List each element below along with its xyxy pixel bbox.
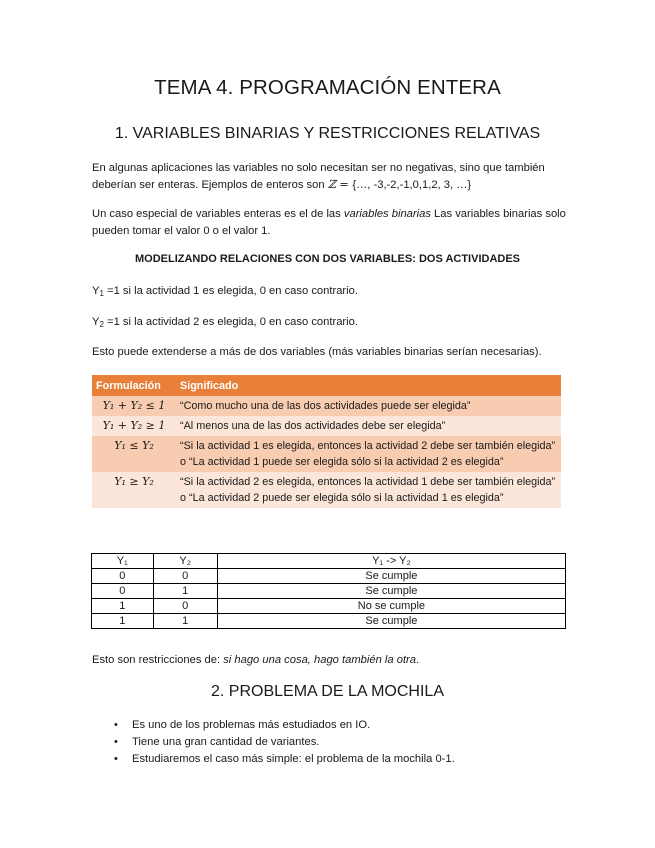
binary-emphasis: variables binarias [343, 208, 431, 220]
y2-text: =1 si la actividad 2 es elegida, 0 en caso contrario. [103, 316, 358, 328]
conclusion-text: Esto son restricciones de: [92, 654, 224, 666]
meaning-cell: “Al menos una de las dos actividades debe ser elegida” [176, 416, 561, 436]
truth-header-row [92, 554, 566, 569]
list-item-text: Estudiaremos el caso más simple: el problema de la mochila 0-1. [132, 753, 455, 765]
header-formulacion: Formulación [92, 375, 176, 396]
modeling-subheading: MODELIZANDO RELACIONES CON DOS VARIABLES: DOS ACTIVIDADES [134, 253, 521, 265]
formulation-row [92, 416, 561, 436]
truth-cell: Se cumple [217, 569, 565, 584]
truth-cell: 0 [153, 569, 217, 584]
truth-cell: Se cumple [217, 614, 565, 629]
truth-row [92, 599, 566, 614]
bullet-list [114, 717, 455, 768]
truth-row [92, 614, 566, 629]
formula-cell: Y₁ + Y₂ ≤ 1 [92, 396, 176, 416]
intro-paragraph [92, 160, 572, 193]
formulation-header-row [92, 375, 561, 396]
bullet-icon: • [114, 719, 118, 731]
truth-row [92, 569, 566, 584]
truth-cell: 1 [153, 614, 217, 629]
intro-text: En algunas aplicaciones las variables no solo necesitan ser no negativas, sino que también deberían ser enteras. Ejemplos de enteros son [92, 162, 545, 191]
y1-text: =1 si la actividad 1 es elegida, 0 en caso contrario. [103, 285, 358, 297]
conclusion-paragraph [92, 652, 572, 669]
truth-cell: Se cumple [217, 584, 565, 599]
conclusion-end: . [416, 654, 420, 666]
section-2-heading: 2. PROBLEMA DE LA MOCHILA [211, 683, 444, 700]
truth-table [91, 553, 566, 629]
formulation-row [92, 396, 561, 416]
formula-cell: Y₁ ≤ Y₂ [92, 436, 176, 472]
truth-header-y2: Y₂ [153, 554, 217, 569]
truth-cell: 0 [92, 584, 154, 599]
binary-text-b: Las variables binarias solo pueden tomar el valor 0 o el valor 1. [92, 208, 566, 237]
truth-cell: No se cumple [217, 599, 565, 614]
list-item [114, 734, 455, 751]
list-item-text: Es uno de los problemas más estudiados en IO. [132, 719, 371, 731]
bullet-icon: • [114, 753, 118, 765]
truth-cell: 1 [92, 614, 154, 629]
y1-definition [92, 283, 572, 303]
meaning-cell: “Si la actividad 1 es elegida, entonces la actividad 2 debe ser también elegida” o “La actividad 1 puede ser elegida sólo si la actividad 2 es elegida” [176, 436, 561, 472]
meaning-cell: “Como mucho una de las dos actividades puede ser elegida” [176, 396, 561, 416]
integers-symbol: ℤ = [327, 177, 353, 191]
binary-paragraph [92, 206, 572, 239]
formulation-row [92, 472, 561, 508]
y2-sub: 2 [99, 320, 104, 329]
extension-paragraph: Esto puede extenderse a más de dos variables (más variables binarias serían necesarias). [92, 346, 542, 358]
truth-header-y1: Y₁ [92, 554, 154, 569]
meaning-cell: “Si la actividad 2 es elegida, entonces la actividad 1 debe ser también elegida” o “La actividad 2 puede ser elegida sólo si la actividad 1 es elegida” [176, 472, 561, 508]
formula-cell: Y₁ + Y₂ ≥ 1 [92, 416, 176, 436]
binary-text-a: Un caso especial de variables enteras es el de las [92, 208, 344, 220]
truth-cell: 0 [153, 599, 217, 614]
list-item-text: Tiene una gran cantidad de variantes. [132, 736, 320, 748]
bullet-icon: • [114, 736, 118, 748]
section-1-heading: 1. VARIABLES BINARIAS Y RESTRICCIONES RELATIVAS [114, 125, 541, 142]
truth-cell: 1 [92, 599, 154, 614]
formula-cell: Y₁ ≥ Y₂ [92, 472, 176, 508]
y2-definition [92, 314, 572, 334]
list-item [114, 717, 455, 734]
page-title: TEMA 4. PROGRAMACIÓN ENTERA [154, 76, 501, 99]
truth-cell: 0 [92, 569, 154, 584]
formulation-row [92, 436, 561, 472]
truth-header-implication: Y₁ -> Y₂ [217, 554, 565, 569]
y1-sub: 1 [99, 289, 104, 298]
y2-var: Y [92, 316, 100, 328]
truth-row [92, 584, 566, 599]
integers-set: {…, -3,-2,-1,0,1,2, 3, …} [352, 178, 472, 191]
conclusion-emphasis: si hago una cosa, hago también la otra [223, 654, 417, 666]
list-item [114, 751, 455, 768]
formulation-table [92, 375, 561, 508]
header-significado: Significado [176, 375, 561, 396]
y1-var: Y [92, 285, 100, 297]
truth-cell: 1 [153, 584, 217, 599]
